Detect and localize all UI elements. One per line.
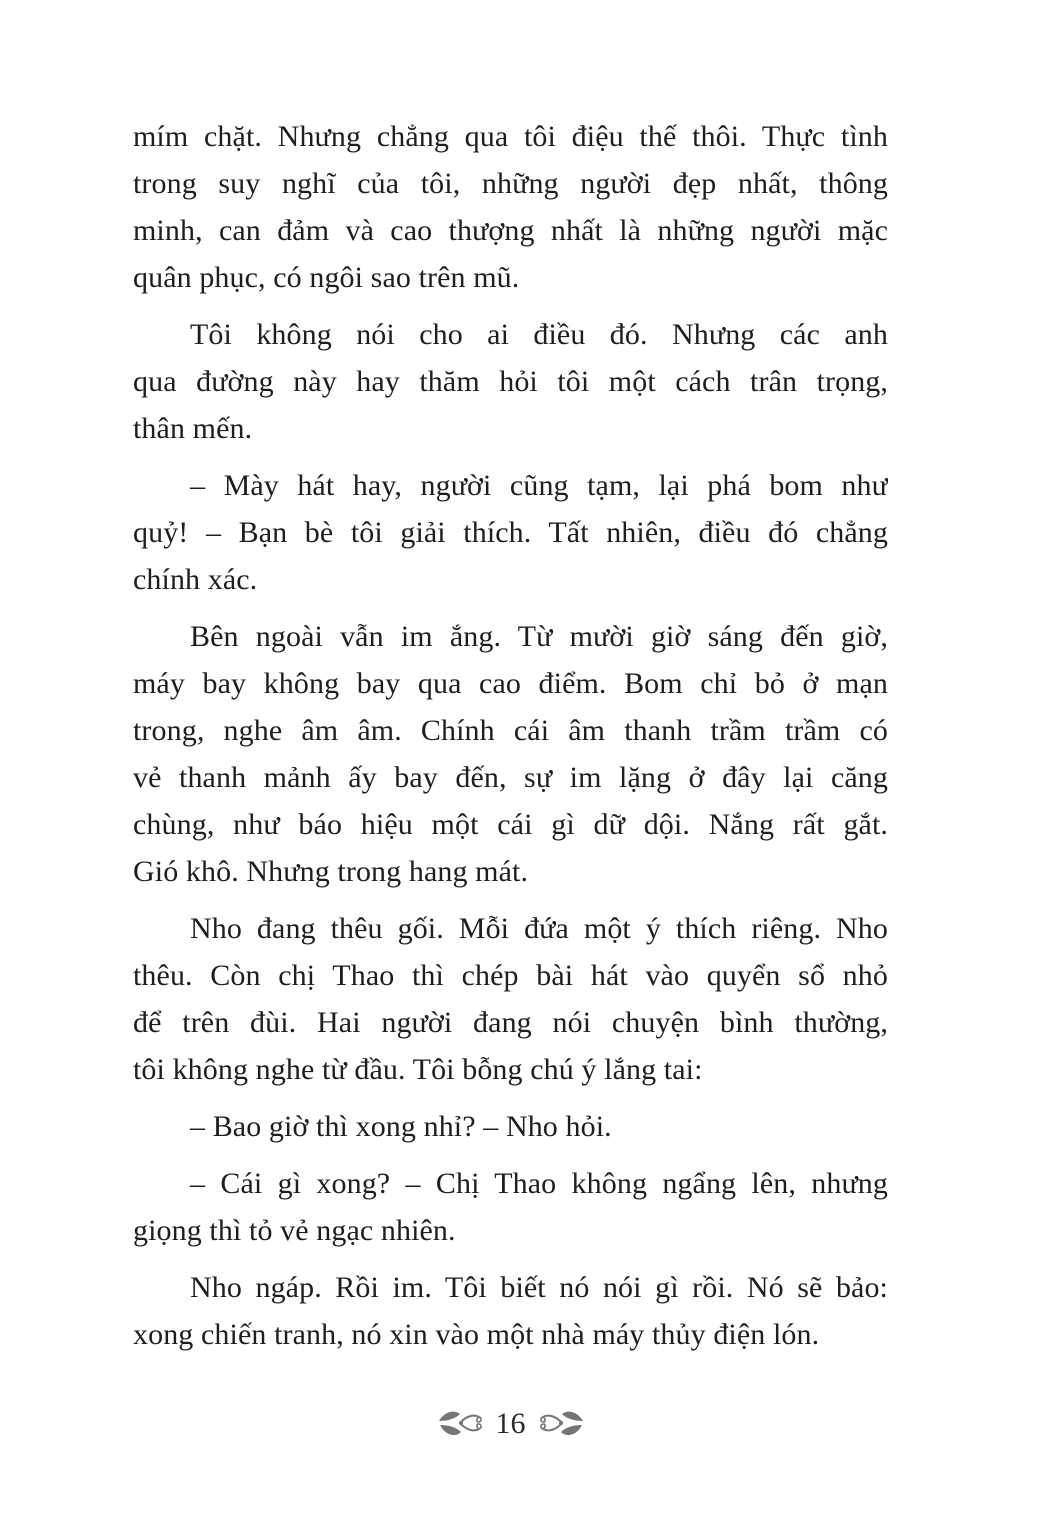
paragraph xyxy=(133,905,888,1093)
paragraph xyxy=(133,1103,888,1150)
text-line: mím chặt. Nhưng chẳng qua tôi điệu thế thôi. Thực tình xyxy=(133,120,888,153)
text-line: chính xác. xyxy=(133,563,258,596)
text-line: trong suy nghĩ của tôi, những người đẹp nhất, thông xyxy=(133,167,888,200)
text-line: trong, nghe âm âm. Chính cái âm thanh trầm trầm có xyxy=(133,714,888,747)
paragraph xyxy=(133,311,888,452)
text-line: Nho đang thêu gối. Mỗi đứa một ý thích riêng. Nho xyxy=(190,912,888,945)
footer xyxy=(133,1402,888,1446)
right-fleuron-icon xyxy=(538,1408,584,1440)
text-line: – Bao giờ thì xong nhỉ? – Nho hỏi. xyxy=(190,1110,612,1143)
text-line: tôi không nghe từ đầu. Tôi bỗng chú ý lắng tai: xyxy=(133,1053,703,1086)
text-line: Nho ngáp. Rồi im. Tôi biết nó nói gì rồi. Nó sẽ bảo: xyxy=(190,1271,888,1304)
text-line: Bên ngoài vẫn im ắng. Từ mười giờ sáng đến giờ, xyxy=(190,620,888,653)
text-line: – Cái gì xong? – Chị Thao không ngẩng lên, nhưng xyxy=(190,1167,888,1200)
text-line: Tôi không nói cho ai điều đó. Nhưng các anh xyxy=(190,318,888,351)
left-fleuron-icon xyxy=(438,1408,484,1440)
text-line: thêu. Còn chị Thao thì chép bài hát vào quyển sổ nhỏ xyxy=(133,959,888,992)
page-number: 16 xyxy=(495,1407,526,1440)
paragraph xyxy=(133,1160,888,1254)
text-line: Gió khô. Nhưng trong hang mát. xyxy=(133,855,529,888)
body-text xyxy=(133,113,888,1358)
paragraph xyxy=(133,613,888,895)
text-line: minh, can đảm và cao thượng nhất là những người mặc xyxy=(133,214,888,247)
text-line: máy bay không bay qua cao điểm. Bom chỉ bỏ ở mạn xyxy=(133,667,888,700)
text-line: quỷ! – Bạn bè tôi giải thích. Tất nhiên, điều đó chẳng xyxy=(133,516,888,549)
paragraph xyxy=(133,113,888,301)
text-line: quân phục, có ngôi sao trên mũ. xyxy=(133,261,520,294)
text-line: xong chiến tranh, nó xin vào một nhà máy thủy điện lón. xyxy=(133,1318,820,1351)
text-line: qua đường này hay thăm hỏi tôi một cách trân trọng, xyxy=(133,365,888,398)
text-line: thân mến. xyxy=(133,412,253,445)
text-line: – Mày hát hay, người cũng tạm, lại phá bom như xyxy=(190,469,888,502)
text-line: vẻ thanh mảnh ấy bay đến, sự im lặng ở đây lại căng xyxy=(133,761,888,794)
paragraph xyxy=(133,1264,888,1358)
text-line: chùng, như báo hiệu một cái gì dữ dội. Nắng rất gắt. xyxy=(133,808,888,841)
paragraph xyxy=(133,462,888,603)
text-line: để trên đùi. Hai người đang nói chuyện bình thường, xyxy=(133,1006,888,1039)
text-line: giọng thì tỏ vẻ ngạc nhiên. xyxy=(133,1214,456,1247)
